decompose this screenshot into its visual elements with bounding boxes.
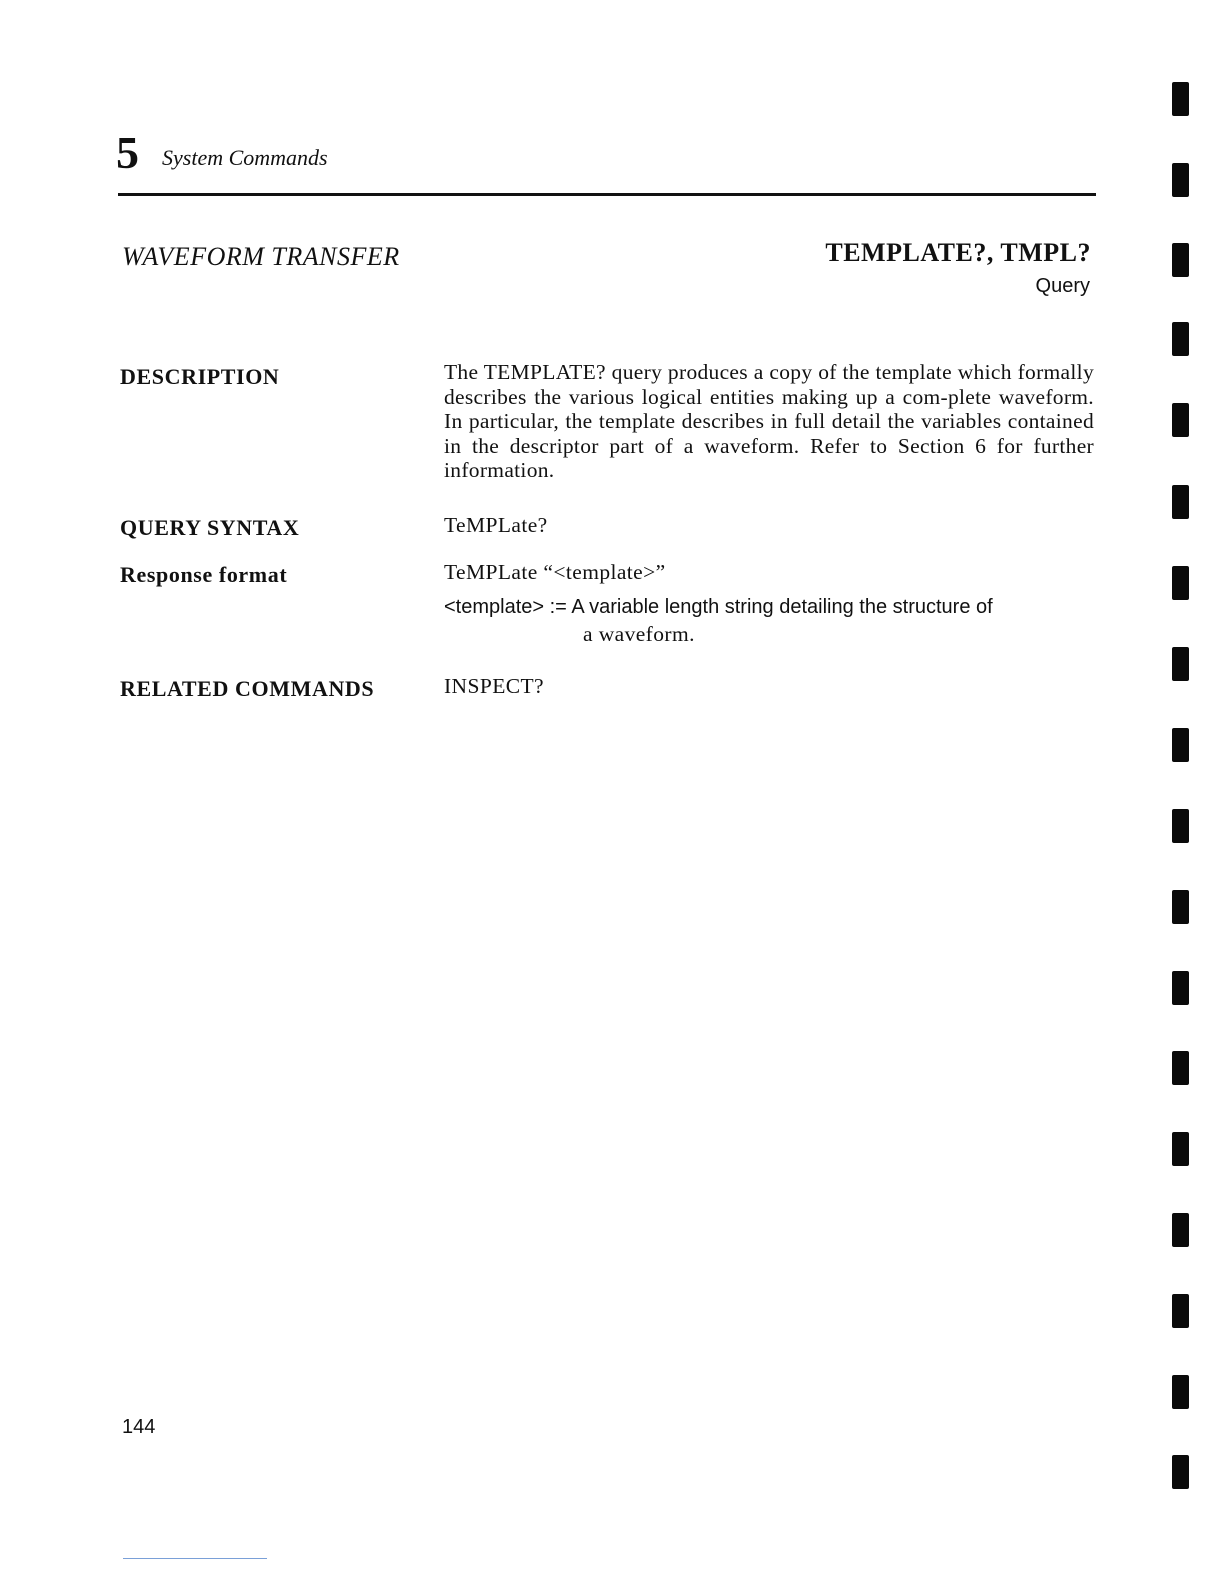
chapter-title: System Commands <box>162 145 328 170</box>
description-label: DESCRIPTION <box>120 364 280 389</box>
binder-tab-mark <box>1172 1132 1189 1166</box>
command-title: TEMPLATE?, TMPL? <box>825 238 1091 267</box>
template-definition-continued: a waveform. <box>583 622 695 646</box>
query-syntax-label: QUERY SYNTAX <box>120 515 300 540</box>
binder-tab-mark <box>1172 1455 1189 1489</box>
description-text: The TEMPLATE? query produces a copy of the template which formally describes the various logical entities making up a com-plete waveform. In particular, the template describes in full detail the variables contained in the descriptor part of a waveform. Refer to Section 6 for further information. <box>444 360 1094 482</box>
binder-tab-mark <box>1172 728 1189 762</box>
binder-tab-mark <box>1172 403 1189 437</box>
binder-tab-mark <box>1172 1294 1189 1328</box>
binder-tab-mark <box>1172 1051 1189 1085</box>
command-type: Query <box>1035 275 1090 297</box>
header-rule <box>118 193 1096 196</box>
binder-tab-mark <box>1172 243 1189 277</box>
related-commands-value: INSPECT? <box>444 674 544 698</box>
binder-tab-mark <box>1172 890 1189 924</box>
binder-tab-mark <box>1172 566 1189 600</box>
page-number: 144 <box>122 1416 156 1438</box>
binder-tab-mark <box>1172 1375 1189 1409</box>
chapter-number: 5 <box>116 127 139 178</box>
binder-tab-mark <box>1172 809 1189 843</box>
query-syntax-value: TeMPLate? <box>444 513 548 537</box>
binder-tab-mark <box>1172 322 1189 356</box>
binder-tab-mark <box>1172 485 1189 519</box>
response-format-label: Response format <box>120 562 288 587</box>
bottom-rule <box>123 1558 267 1559</box>
template-definition: <template> := A variable length string detailing the structure of <box>444 596 993 618</box>
binder-tab-mark <box>1172 82 1189 116</box>
binder-tab-mark <box>1172 163 1189 197</box>
response-format-value: TeMPLate “<template>” <box>444 560 666 584</box>
binder-tab-mark <box>1172 1213 1189 1247</box>
binder-tab-mark <box>1172 647 1189 681</box>
related-commands-label: RELATED COMMANDS <box>120 676 375 701</box>
section-label: WAVEFORM TRANSFER <box>122 242 400 271</box>
binder-tab-mark <box>1172 971 1189 1005</box>
